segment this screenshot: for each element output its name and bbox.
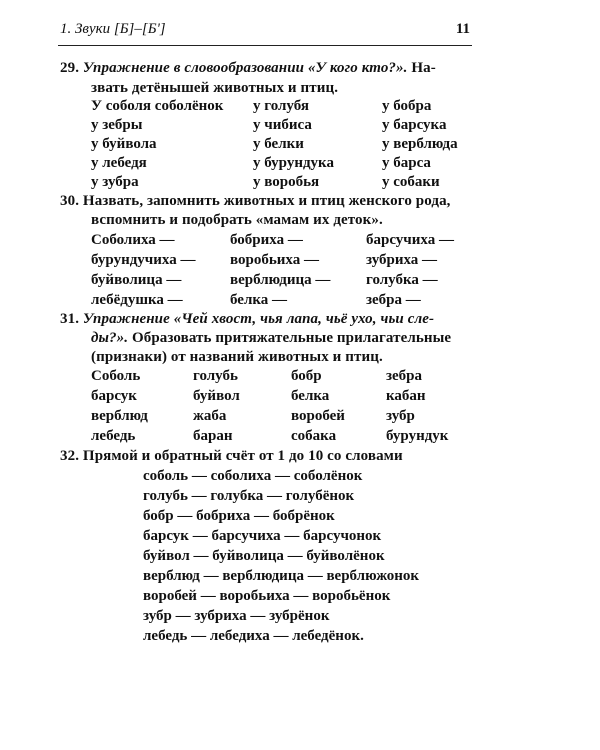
table-cell: у верблюда [382,136,458,152]
exercise-number: 31. [60,311,80,327]
table-cell: бобр [291,368,322,384]
table-cell: жаба [193,408,227,424]
list-item: верблюд — верблюдица — верблюжонок [143,568,419,584]
table-cell: буйволица — [91,272,182,288]
exercise-title: ды?». [91,330,129,346]
table-cell: у бобра [382,98,432,114]
table-cell: у голубя [253,98,309,114]
exercise-title: Упражнение «Чей хвост, чья лапа, чьё ухо, чьи сле- [82,311,435,327]
list-item: бобр — бобриха — бобрёнок [143,508,335,524]
list-item: голубь — голубка — голубёнок [143,488,355,504]
table-cell: воробьиха — [230,252,319,268]
table-cell: воробей [291,408,345,424]
exercise-text: Прямой и обратный счёт от 1 до 10 со словами [82,448,403,464]
header-rule [58,45,472,46]
table-cell: у воробья [253,174,320,190]
table-cell: белка [291,388,330,404]
list-item: буйвол — буйволица — буйволёнок [143,548,385,564]
table-cell: Соболь [91,368,141,384]
table-cell: зебра [386,368,423,384]
table-cell: у лебедя [91,155,147,171]
exercise-text: Образовать притяжательные прилагательные [128,330,452,346]
exercise-number: 30. [60,193,80,209]
table-cell: у белки [253,136,304,152]
table-cell: верблюдица — [230,272,331,288]
running-head: 1. Звуки [Б]–[Б'] [60,21,166,37]
table-cell: у барсука [382,117,447,133]
exercise-30-heading [60,191,451,211]
table-cell: бобриха — [230,232,303,248]
exercise-text: Назвать, запомнить животных и птиц женского рода, [82,193,451,209]
exercise-29-text: звать детёнышей животных и птиц. [91,80,339,96]
table-cell: верблюд [91,408,148,424]
table-cell: барсучиха — [366,232,454,248]
table-cell: собака [291,428,337,444]
table-cell: зебра — [366,292,421,308]
table-cell: бурундучиха — [91,252,196,268]
table-cell: кабан [386,388,426,404]
page-number: 11 [455,21,470,37]
table-cell: буйвол [193,388,240,404]
exercise-29-heading [60,58,436,78]
table-cell: зубриха — [366,252,438,268]
table-cell: У соболя соболёнок [91,98,224,114]
exercise-30-text: вспомнить и подобрать «мамам их деток». [91,212,383,228]
table-cell: лебёдушка — [91,292,183,308]
exercise-number: 32. [60,448,80,464]
table-cell: у буйвола [91,136,157,152]
table-cell: бурундук [386,428,449,444]
table-cell: у барса [382,155,431,171]
table-cell: у чибиса [253,117,312,133]
table-cell: у зубра [91,174,139,190]
table-cell: у собаки [382,174,440,190]
list-item: барсук — барсучиха — барсучонок [143,528,382,544]
exercise-31-heading [60,309,434,329]
exercise-title: Упражнение в словообразовании «У кого кто?». [82,60,408,76]
exercise-text: На- [407,60,436,76]
table-cell: барсук [91,388,137,404]
list-item: соболь — соболиха — соболёнок [143,468,363,484]
table-cell: голубка — [366,272,438,288]
table-cell: Соболиха — [91,232,175,248]
list-item: зубр — зубриха — зубрёнок [143,608,330,624]
exercise-32-heading [60,446,403,466]
list-item: лебедь — лебедиха — лебедёнок. [143,628,364,644]
exercise-number: 29. [60,60,80,76]
exercise-31-text: (признаки) от названий животных и птиц. [91,349,383,365]
table-cell: белка — [230,292,288,308]
table-cell: у зебры [91,117,143,133]
table-cell: лебедь [91,428,136,444]
table-cell: голубь [193,368,238,384]
table-cell: зубр [386,408,415,424]
exercise-31-text [91,328,451,348]
table-cell: баран [193,428,233,444]
table-cell: у бурундука [253,155,334,171]
list-item: воробей — воробьиха — воробьёнок [143,588,391,604]
